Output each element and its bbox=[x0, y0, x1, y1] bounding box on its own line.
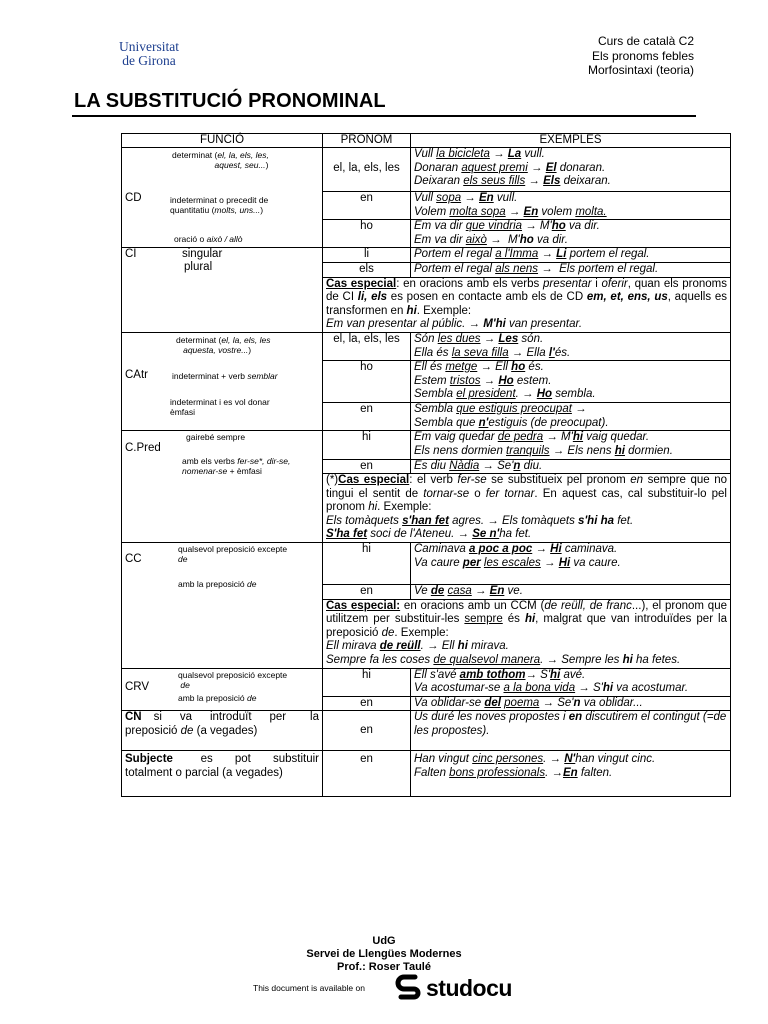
pronoun-cell: hi bbox=[323, 431, 411, 459]
studocu-icon bbox=[395, 973, 423, 1003]
studocu-logo[interactable] bbox=[395, 972, 512, 1004]
table-row-cn bbox=[122, 711, 731, 751]
table-row-catr-1 bbox=[122, 332, 731, 360]
availability-note: This document is available on bbox=[253, 983, 365, 993]
function-note: amb els verbs fer-se*, dir-se, nomenar-se + èmfasi bbox=[182, 456, 291, 477]
pronoun-cell: en bbox=[323, 403, 411, 431]
function-note: indeterminat + verb semblar bbox=[172, 370, 278, 381]
example-cell: Ell s'avé amb tothom→ S'hi avé. Va acostumar-se a la bona vida → S'hi va acostumar. bbox=[411, 668, 731, 696]
example-cell: Caminava a poc a poc → Hi caminava. Va caure per les escales → Hi va caure. bbox=[411, 543, 731, 585]
pronoun-cell: en bbox=[323, 459, 411, 474]
pronoun-cell: el, la, els, les bbox=[323, 332, 411, 360]
page-title: LA SUBSTITUCIÓ PRONOMINAL bbox=[74, 90, 386, 112]
table-header-row bbox=[122, 134, 731, 148]
function-note: singular bbox=[182, 248, 223, 261]
footer-line-1: UdG bbox=[372, 935, 396, 947]
table-row-cpred-1 bbox=[122, 431, 731, 459]
special-case-cc: Cas especial: en oracions amb un CCM (de reüll, de franc...), el pronom que utilitzem per substituir-les sempre és hi, malgrat que van introduïdes per la preposició de. Exemple: Ell mirava de reüll. → Ell hi mirava. Sempre fa les coses de qualsevol manera. → Sempre les hi ha fetes. bbox=[323, 599, 731, 668]
function-crv bbox=[122, 668, 323, 711]
example-cell: Sembla que estiguis preocupat → Sembla que n'estiguis (de preocupat). bbox=[411, 403, 731, 431]
pronoun-cell: en bbox=[323, 585, 411, 600]
example-cell: Portem el regal a l'Imma → Li portem el regal. bbox=[411, 248, 731, 263]
function-label: CRV bbox=[125, 680, 150, 693]
pronoun-cell: en bbox=[323, 192, 411, 220]
example-cell: Són les dues → Les són. Ella és la seva filla → Ella l'és. bbox=[411, 332, 731, 360]
function-label: Subjecte bbox=[125, 753, 173, 766]
function-label: CI bbox=[125, 248, 137, 261]
course-line-2: Els pronoms febles bbox=[591, 48, 694, 63]
function-label: CC bbox=[125, 553, 142, 566]
pronoun-cell: en bbox=[323, 751, 411, 797]
studocu-wordmark: studocu bbox=[426, 974, 512, 1001]
pronoun-cell: ho bbox=[323, 220, 411, 248]
function-note: determinat (el, la, els, les aquesta, vostre...) bbox=[176, 334, 271, 355]
course-info bbox=[588, 34, 694, 78]
function-ci bbox=[122, 248, 323, 333]
function-note: amb la preposició de bbox=[178, 692, 257, 703]
function-label: CN bbox=[125, 711, 142, 724]
course-line-1: Curs de català C2 bbox=[597, 34, 694, 48]
footer-line-2: Servei de Llengües Modernes bbox=[306, 948, 462, 960]
function-note: gairebé sempre bbox=[186, 432, 246, 443]
table-row-cd-1 bbox=[122, 148, 731, 192]
pronoun-cell: hi bbox=[323, 543, 411, 585]
example-cell: Portem el regal als nens → Els portem el regal. bbox=[411, 262, 731, 277]
header-pronom: PRONOM bbox=[323, 134, 411, 148]
pronoun-cell: en bbox=[323, 696, 411, 711]
function-note: indeterminat o precedit de quantitatiu (molts, uns...) bbox=[170, 195, 269, 215]
special-case-ci: Cas especial: en oracions amb els verbs presentar i oferir, quan els pronoms de CI li, els es posen en contacte amb els de CD em, et, ens, us, aquells es transformen en hi. Exemple: Em van presentar al públic. → M'hi van presentar. bbox=[323, 277, 731, 332]
function-subjecte: Subjecte es pot substituir totalment o parcial (a vegades) bbox=[122, 751, 323, 797]
pronoun-cell: els bbox=[323, 262, 411, 277]
function-note: amb la preposició de bbox=[178, 579, 257, 590]
logo-line-2: de Girona bbox=[122, 53, 176, 68]
pronoun-cell: en bbox=[323, 711, 411, 751]
function-cd bbox=[122, 148, 323, 248]
table-row-cc-1 bbox=[122, 543, 731, 585]
example-cell: Es diu Nàdia → Se'n diu. bbox=[411, 459, 731, 474]
example-cell: Em va dir que vindria → M'ho va dir. Em va dir això → M'ho va dir. bbox=[411, 220, 731, 248]
table-row-ci-1 bbox=[122, 248, 731, 263]
university-logo bbox=[106, 40, 192, 68]
pronoun-cell: li bbox=[323, 248, 411, 263]
example-cell: Em vaig quedar de pedra → M'hi vaig quedar. Els nens dormien tranquils → Els nens hi dormien. bbox=[411, 431, 731, 459]
function-note: plural bbox=[184, 261, 213, 274]
table-row-subjecte bbox=[122, 751, 731, 797]
header-funcio: FUNCIÓ bbox=[122, 134, 323, 148]
function-cc bbox=[122, 543, 323, 669]
example-cell: Vull la bicicleta → La vull. Donaran aquest premi → El donaran. Deixaran els seus fills → Els deixaran. bbox=[411, 148, 731, 192]
pronoun-table bbox=[121, 133, 731, 797]
function-note: qualsevol preposició excepte de bbox=[178, 669, 288, 690]
function-catr bbox=[122, 332, 323, 430]
example-cell: Vull sopa → En vull. Volem molta sopa → En volem molta. bbox=[411, 192, 731, 220]
course-line-3: Morfosintaxi (teoria) bbox=[587, 63, 694, 77]
logo-line-1: Universitat bbox=[119, 39, 179, 54]
example-cell: Han vingut cinc persones. → N'han vingut cinc. Falten bons professionals. →En falten. bbox=[411, 751, 731, 797]
pronoun-cell: ho bbox=[323, 361, 411, 403]
title-rule bbox=[72, 115, 696, 117]
function-cpred bbox=[122, 431, 323, 543]
function-note: indeterminat i es vol donar èmfasi bbox=[170, 396, 270, 417]
example-cell: Va oblidar-se del poema → Se'n va oblidar... bbox=[411, 696, 731, 711]
function-label: CAtr bbox=[125, 368, 148, 381]
footer-line-3: Prof.: Roser Taulé bbox=[337, 961, 431, 973]
special-case-cpred: (*)Cas especial: el verb fer-se se substitueix pel pronom en sempre que no tingui el sentit de tornar-se o fer tornar. En aquest cas, cal substituir-lo pel pronom hi. Exemple: Els tomàquets s'han fet agres. → Els tomàquets s'hi ha fet. S'ha fet soci de l'Ateneu. → Se n'ha fet. bbox=[323, 474, 731, 543]
function-label: C.Pred bbox=[125, 442, 161, 455]
function-note: qualsevol preposició excepte de bbox=[178, 544, 288, 565]
footer bbox=[0, 935, 768, 974]
table-row-crv-1 bbox=[122, 668, 731, 696]
pronoun-cell: hi bbox=[323, 668, 411, 696]
function-label: CD bbox=[125, 192, 142, 204]
example-cell: Us duré les noves propostes i en discutirem el contingut (=de les propostes). bbox=[411, 711, 731, 751]
function-note: determinat (el, la, els, les, aquest, seu...) bbox=[172, 150, 269, 170]
pronoun-cell: el, la, els, les bbox=[323, 148, 411, 192]
header-exemples: EXEMPLES bbox=[411, 134, 731, 148]
function-note: oració o això / allò bbox=[174, 234, 243, 244]
example-cell: Ell és metge → Ell ho és. Estem tristos → Ho estem. Sembla el president. → Ho sembla. bbox=[411, 361, 731, 403]
function-cn: CN si va introduït per la preposició de (a vegades) bbox=[122, 711, 323, 751]
example-cell: Ve de casa → En ve. bbox=[411, 585, 731, 600]
